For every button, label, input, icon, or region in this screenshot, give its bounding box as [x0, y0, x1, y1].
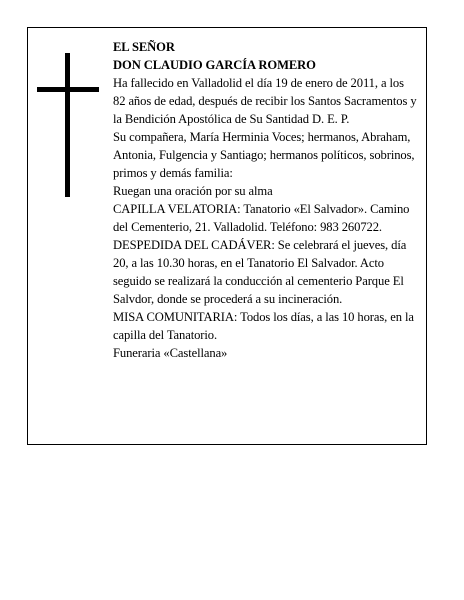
- latin-cross-icon: [37, 53, 99, 197]
- deceased-name: DON CLAUDIO GARCÍA ROMERO: [113, 58, 316, 72]
- funeral-home: Funeraria «Castellana»: [113, 346, 228, 360]
- family-mourners: Su compañera, María Herminia Voces; hermanos, Abraham, Antonia, Fulgencia y Santiago; hermanos políticos, sobrinos, primos y demás familia:: [113, 130, 415, 180]
- death-announcement: Ha fallecido en Valladolid el día 19 de enero de 2011, a los 82 años de edad, después de recibir los Santos Sacramentos y la Bendición Apostólica de Su Santidad D. E. P.: [113, 76, 417, 126]
- obituary-text: [113, 38, 418, 362]
- prayer-request: Ruegan una oración por su alma: [113, 184, 273, 198]
- cross-vertical-bar: [65, 53, 70, 197]
- title-line: EL SEÑOR: [113, 40, 175, 54]
- mass-info: MISA COMUNITARIA: Todos los días, a las 10 horas, en la capilla del Tanatorio.: [113, 310, 414, 342]
- farewell-info: DESPEDIDA DEL CADÁVER: Se celebrará el jueves, día 20, a las 10.30 horas, en el Tanatorio El Salvador. Acto seguido se realizará la conducción al cementerio Parque El Salvdor, donde se procederá a su incineración.: [113, 238, 407, 306]
- chapel-info: CAPILLA VELATORIA: Tanatorio «El Salvador». Camino del Cementerio, 21. Valladolid. Teléfono: 983 260722.: [113, 202, 410, 234]
- cross-horizontal-bar: [37, 87, 99, 92]
